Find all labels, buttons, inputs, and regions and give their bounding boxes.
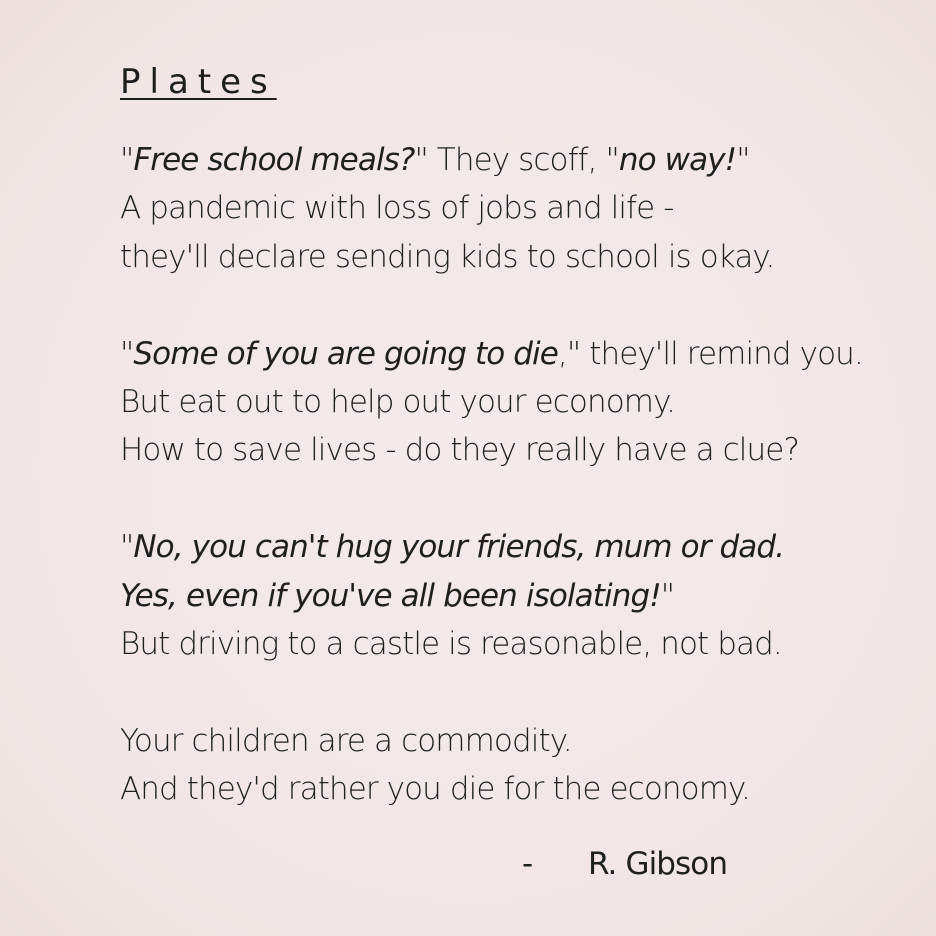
- poem-line: [120, 136, 920, 184]
- author-signature: R. Gibson: [588, 846, 728, 882]
- quote-mark: ": [120, 529, 134, 566]
- poem-line: And they'd rather you die for the economy.: [120, 771, 750, 808]
- poem-line: they'll declare sending kids to school is okay.: [120, 238, 775, 275]
- poem-line: A pandemic with loss of jobs and life -: [120, 190, 674, 227]
- quote-mark: ": [736, 142, 750, 178]
- line-text: ," they'll remind you.: [557, 335, 863, 372]
- stanza-4: [120, 717, 920, 814]
- quote-mark: ": [660, 577, 675, 614]
- stanza-break: [120, 668, 920, 716]
- italic-quote: no way!: [618, 142, 737, 178]
- stanza-break: [120, 281, 920, 329]
- poem-line: How to save lives - do they really have a clue?: [120, 432, 799, 469]
- italic-quote: Yes, even if you've all been isolating!: [120, 577, 661, 614]
- italic-quote: Free school meals?: [133, 142, 415, 178]
- italic-quote: Some of you are going to die: [133, 335, 558, 372]
- stanza-2: [120, 330, 920, 475]
- poem-line: But driving to a castle is reasonable, not bad.: [120, 625, 782, 662]
- poem-line: [120, 572, 920, 620]
- stanza-1: [120, 136, 920, 281]
- stanza-3: [120, 523, 920, 668]
- poem-line: Your children are a commodity.: [120, 722, 572, 759]
- poem-title: Plates: [120, 62, 277, 102]
- poem-line: [120, 523, 920, 571]
- signature-dash: -: [522, 846, 534, 882]
- line-text: " They scoff, ": [414, 142, 619, 178]
- quote-mark: ": [120, 335, 134, 372]
- quote-mark: ": [120, 142, 134, 178]
- italic-quote: No, you can't hug your friends, mum or dad.: [133, 529, 785, 566]
- poem-line: But eat out to help out your economy.: [120, 383, 676, 420]
- poem-body: [120, 136, 920, 813]
- poem-line: [120, 330, 920, 378]
- stanza-break: [120, 475, 920, 523]
